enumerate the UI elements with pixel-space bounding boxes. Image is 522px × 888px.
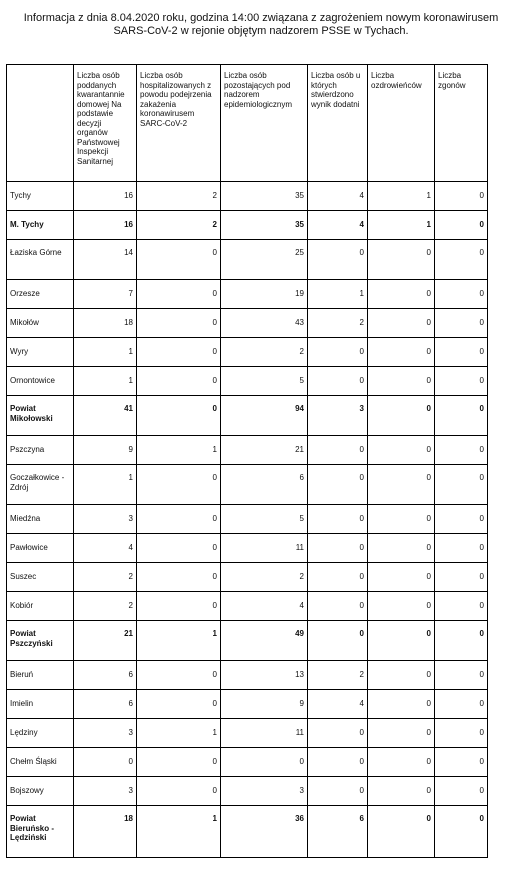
cell-hospitalized: 0 xyxy=(137,396,221,436)
cell-deaths: 0 xyxy=(435,309,488,338)
cell-hospitalized: 0 xyxy=(137,240,221,280)
cell-quarantine: 1 xyxy=(74,465,137,505)
cell-recovered: 0 xyxy=(368,748,435,777)
cell-deaths: 0 xyxy=(435,240,488,280)
cell-positive: 0 xyxy=(308,465,368,505)
cell-supervision: 21 xyxy=(221,436,308,465)
cell-positive: 2 xyxy=(308,661,368,690)
row-name: Łaziska Górne xyxy=(7,240,74,280)
cell-deaths: 0 xyxy=(435,280,488,309)
cell-hospitalized: 1 xyxy=(137,621,221,661)
cell-quarantine: 3 xyxy=(74,777,137,806)
table-row xyxy=(7,592,488,621)
cell-deaths: 0 xyxy=(435,211,488,240)
cell-hospitalized: 0 xyxy=(137,534,221,563)
cell-quarantine: 4 xyxy=(74,534,137,563)
cell-recovered: 0 xyxy=(368,661,435,690)
row-name: Wyry xyxy=(7,338,74,367)
cell-quarantine: 14 xyxy=(74,240,137,280)
cell-hospitalized: 2 xyxy=(137,182,221,211)
cell-hospitalized: 0 xyxy=(137,367,221,396)
header-cell-locality xyxy=(7,65,74,182)
cell-deaths: 0 xyxy=(435,563,488,592)
table-row xyxy=(7,280,488,309)
cell-supervision: 13 xyxy=(221,661,308,690)
cell-supervision: 36 xyxy=(221,806,308,858)
row-name: Bieruń xyxy=(7,661,74,690)
covid-statistics-table xyxy=(6,64,488,858)
row-name: Goczałkowice - Zdrój xyxy=(7,465,74,505)
row-name: Pawłowice xyxy=(7,534,74,563)
cell-positive: 1 xyxy=(308,280,368,309)
cell-recovered: 0 xyxy=(368,621,435,661)
cell-recovered: 0 xyxy=(368,338,435,367)
cell-recovered: 0 xyxy=(368,309,435,338)
cell-positive: 4 xyxy=(308,182,368,211)
cell-quarantine: 21 xyxy=(74,621,137,661)
cell-positive: 2 xyxy=(308,309,368,338)
cell-positive: 6 xyxy=(308,806,368,858)
cell-positive: 0 xyxy=(308,748,368,777)
row-name: M. Tychy xyxy=(7,211,74,240)
row-name: Mikołów xyxy=(7,309,74,338)
cell-deaths: 0 xyxy=(435,338,488,367)
cell-deaths: 0 xyxy=(435,719,488,748)
cell-supervision: 11 xyxy=(221,534,308,563)
cell-supervision: 6 xyxy=(221,465,308,505)
cell-hospitalized: 0 xyxy=(137,777,221,806)
cell-positive: 4 xyxy=(308,690,368,719)
table-row xyxy=(7,690,488,719)
row-name: Tychy xyxy=(7,182,74,211)
cell-supervision: 9 xyxy=(221,690,308,719)
cell-positive: 3 xyxy=(308,396,368,436)
cell-recovered: 0 xyxy=(368,777,435,806)
cell-supervision: 49 xyxy=(221,621,308,661)
cell-recovered: 0 xyxy=(368,240,435,280)
table-row xyxy=(7,719,488,748)
table-row-subtotal xyxy=(7,396,488,436)
cell-deaths: 0 xyxy=(435,592,488,621)
row-name: Powiat Mikołowski xyxy=(7,396,74,436)
cell-supervision: 25 xyxy=(221,240,308,280)
cell-hospitalized: 0 xyxy=(137,338,221,367)
cell-deaths: 0 xyxy=(435,690,488,719)
cell-quarantine: 2 xyxy=(74,592,137,621)
cell-quarantine: 6 xyxy=(74,690,137,719)
cell-supervision: 94 xyxy=(221,396,308,436)
cell-hospitalized: 1 xyxy=(137,436,221,465)
table-row-subtotal xyxy=(7,621,488,661)
table-row xyxy=(7,309,488,338)
cell-recovered: 0 xyxy=(368,396,435,436)
header-cell-supervision: Liczba osób pozostających pod nadzorem epidemiologicznym xyxy=(221,65,308,182)
cell-positive: 4 xyxy=(308,211,368,240)
cell-deaths: 0 xyxy=(435,806,488,858)
document-title xyxy=(0,12,522,38)
cell-positive: 0 xyxy=(308,367,368,396)
cell-positive: 0 xyxy=(308,563,368,592)
cell-hospitalized: 0 xyxy=(137,280,221,309)
cell-recovered: 0 xyxy=(368,719,435,748)
cell-quarantine: 41 xyxy=(74,396,137,436)
row-name: Miedźna xyxy=(7,505,74,534)
cell-supervision: 0 xyxy=(221,748,308,777)
table-row xyxy=(7,534,488,563)
cell-supervision: 2 xyxy=(221,338,308,367)
cell-quarantine: 3 xyxy=(74,505,137,534)
row-name: Powiat Bieruńsko - Lędziński xyxy=(7,806,74,858)
table-row xyxy=(7,661,488,690)
header-cell-positive: Liczba osób u których stwierdzono wynik dodatni xyxy=(308,65,368,182)
cell-quarantine: 1 xyxy=(74,367,137,396)
cell-quarantine: 3 xyxy=(74,719,137,748)
cell-hospitalized: 0 xyxy=(137,505,221,534)
cell-hospitalized: 0 xyxy=(137,661,221,690)
cell-positive: 0 xyxy=(308,505,368,534)
row-name: Suszec xyxy=(7,563,74,592)
cell-supervision: 11 xyxy=(221,719,308,748)
cell-quarantine: 16 xyxy=(74,182,137,211)
table-row-subtotal xyxy=(7,806,488,858)
row-name: Chełm Śląski xyxy=(7,748,74,777)
header-cell-quarantine: Liczba osób poddanych kwarantannie domowej Na podstawie decyzji organów Państwowej Inspekcji Sanitarnej xyxy=(74,65,137,182)
cell-recovered: 1 xyxy=(368,211,435,240)
row-name: Lędziny xyxy=(7,719,74,748)
table-row xyxy=(7,436,488,465)
cell-hospitalized: 0 xyxy=(137,690,221,719)
table-row xyxy=(7,367,488,396)
cell-hospitalized: 0 xyxy=(137,592,221,621)
cell-deaths: 0 xyxy=(435,661,488,690)
cell-deaths: 0 xyxy=(435,465,488,505)
cell-positive: 0 xyxy=(308,240,368,280)
cell-deaths: 0 xyxy=(435,534,488,563)
header-cell-hospitalized: Liczba osób hospitalizowanych z powodu podejrzenia zakażenia koronawirusem SARC-CoV-2 xyxy=(137,65,221,182)
cell-deaths: 0 xyxy=(435,777,488,806)
cell-hospitalized: 2 xyxy=(137,211,221,240)
header-cell-deaths: Liczba zgonów xyxy=(435,65,488,182)
row-name: Bojszowy xyxy=(7,777,74,806)
cell-deaths: 0 xyxy=(435,396,488,436)
table-header-row xyxy=(7,65,488,182)
title-line-2: SARS-CoV-2 w rejonie objętym nadzorem PSSE w Tychach. xyxy=(113,25,409,37)
table-row xyxy=(7,240,488,280)
cell-supervision: 35 xyxy=(221,211,308,240)
cell-quarantine: 18 xyxy=(74,806,137,858)
cell-recovered: 0 xyxy=(368,367,435,396)
cell-supervision: 35 xyxy=(221,182,308,211)
row-name: Pszczyna xyxy=(7,436,74,465)
row-name: Ornontowice xyxy=(7,367,74,396)
cell-quarantine: 0 xyxy=(74,748,137,777)
cell-deaths: 0 xyxy=(435,182,488,211)
table-row xyxy=(7,465,488,505)
cell-hospitalized: 0 xyxy=(137,465,221,505)
cell-quarantine: 18 xyxy=(74,309,137,338)
table-row xyxy=(7,182,488,211)
cell-positive: 0 xyxy=(308,719,368,748)
cell-recovered: 0 xyxy=(368,806,435,858)
cell-quarantine: 2 xyxy=(74,563,137,592)
cell-quarantine: 6 xyxy=(74,661,137,690)
cell-positive: 0 xyxy=(308,621,368,661)
cell-hospitalized: 0 xyxy=(137,748,221,777)
header-cell-recovered: Liczba ozdrowieńców xyxy=(368,65,435,182)
cell-quarantine: 9 xyxy=(74,436,137,465)
row-name: Imielin xyxy=(7,690,74,719)
cell-recovered: 0 xyxy=(368,436,435,465)
cell-deaths: 0 xyxy=(435,748,488,777)
cell-recovered: 0 xyxy=(368,563,435,592)
cell-hospitalized: 1 xyxy=(137,806,221,858)
cell-supervision: 19 xyxy=(221,280,308,309)
cell-recovered: 0 xyxy=(368,592,435,621)
row-name: Orzesze xyxy=(7,280,74,309)
table-row xyxy=(7,338,488,367)
cell-recovered: 0 xyxy=(368,280,435,309)
table-row xyxy=(7,563,488,592)
table-row xyxy=(7,748,488,777)
cell-hospitalized: 1 xyxy=(137,719,221,748)
cell-recovered: 0 xyxy=(368,465,435,505)
cell-supervision: 3 xyxy=(221,777,308,806)
cell-deaths: 0 xyxy=(435,505,488,534)
cell-recovered: 0 xyxy=(368,505,435,534)
cell-recovered: 0 xyxy=(368,690,435,719)
table-row xyxy=(7,777,488,806)
cell-positive: 0 xyxy=(308,534,368,563)
cell-positive: 0 xyxy=(308,592,368,621)
cell-supervision: 5 xyxy=(221,367,308,396)
cell-quarantine: 1 xyxy=(74,338,137,367)
cell-positive: 0 xyxy=(308,338,368,367)
cell-hospitalized: 0 xyxy=(137,563,221,592)
cell-quarantine: 16 xyxy=(74,211,137,240)
cell-supervision: 43 xyxy=(221,309,308,338)
cell-positive: 0 xyxy=(308,436,368,465)
cell-hospitalized: 0 xyxy=(137,309,221,338)
cell-supervision: 5 xyxy=(221,505,308,534)
row-name: Powiat Pszczyński xyxy=(7,621,74,661)
cell-deaths: 0 xyxy=(435,367,488,396)
cell-positive: 0 xyxy=(308,777,368,806)
cell-deaths: 0 xyxy=(435,436,488,465)
cell-recovered: 0 xyxy=(368,534,435,563)
cell-supervision: 2 xyxy=(221,563,308,592)
row-name: Kobiór xyxy=(7,592,74,621)
cell-quarantine: 7 xyxy=(74,280,137,309)
title-line-1: Informacja z dnia 8.04.2020 roku, godzina 14:00 związana z zagrożeniem nowym koronawirusem xyxy=(23,12,499,24)
table-row xyxy=(7,505,488,534)
cell-deaths: 0 xyxy=(435,621,488,661)
cell-supervision: 4 xyxy=(221,592,308,621)
cell-recovered: 1 xyxy=(368,182,435,211)
table-row-subtotal xyxy=(7,211,488,240)
